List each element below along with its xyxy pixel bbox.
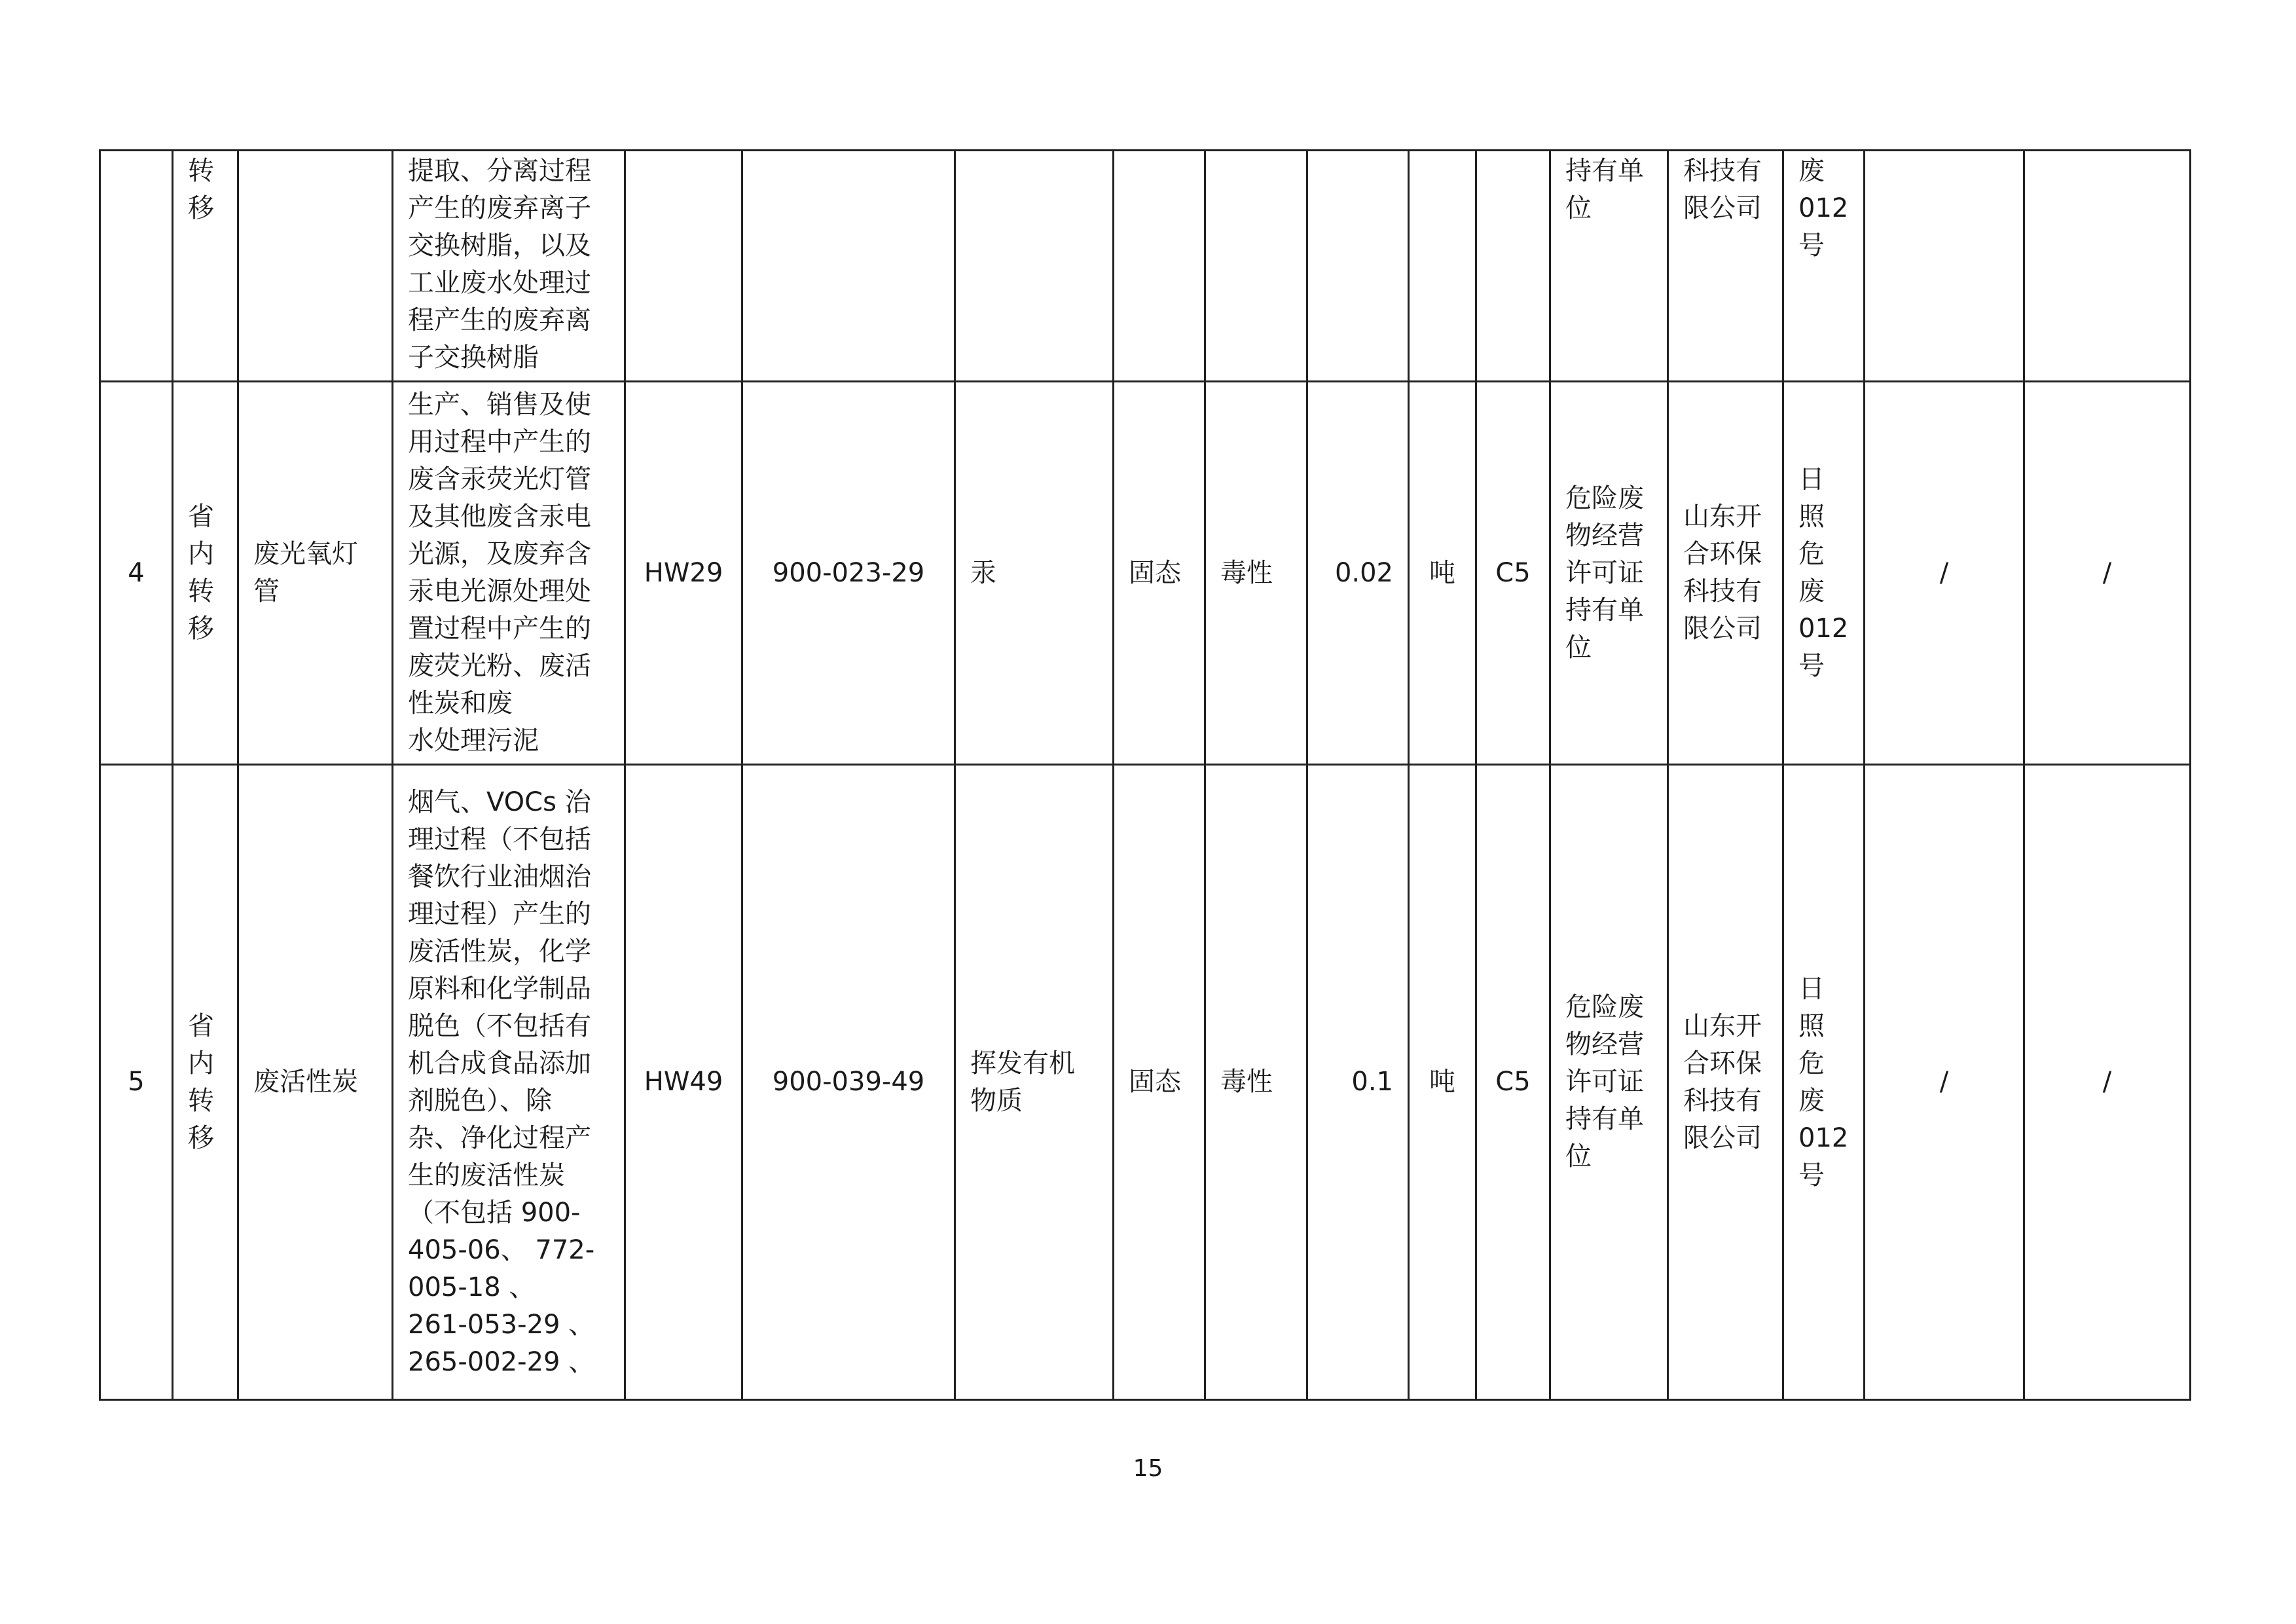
- cell-line: 性炭和废: [408, 688, 513, 718]
- cell-line: 废活性炭: [253, 1067, 358, 1097]
- cell-line: 水处理污泥: [408, 726, 539, 756]
- cell-line: 废: [1798, 1085, 1825, 1116]
- cell-unit: 吨: [1409, 382, 1476, 765]
- cell-hazard-property: [1205, 151, 1307, 382]
- cell-line: 废光氧灯: [253, 539, 358, 569]
- cell-line: 原料和化学制品: [408, 973, 591, 1004]
- cell-disposal-unit-type: [1550, 151, 1668, 382]
- cell-line: 山东开: [1683, 1010, 1762, 1041]
- cell-line: 产生的废弃离子: [408, 193, 591, 223]
- cell-line: 提取、分离过程: [408, 156, 591, 186]
- cell-line: 物经营: [1565, 520, 1644, 551]
- cell-line: 汞: [970, 557, 996, 588]
- cell-line: 杂、净化过程产: [408, 1122, 591, 1153]
- cell-line: 限公司: [1683, 1122, 1762, 1153]
- cell-line: 限公司: [1683, 193, 1762, 223]
- cell-line: 山东开: [1683, 502, 1762, 532]
- cell-seq: 4: [100, 382, 173, 765]
- cell-line: 汞电光源处理处: [408, 576, 591, 606]
- cell-line: 405-06、 772-: [408, 1234, 595, 1265]
- cell-line: 剂脱色）、除: [408, 1085, 552, 1116]
- cell-line: 许可证: [1565, 1067, 1644, 1097]
- waste-transfer-table: [99, 149, 2191, 1401]
- table-row: [100, 765, 2191, 1400]
- cell-line: 持有单: [1565, 1104, 1644, 1134]
- cell-line: 省: [188, 1010, 214, 1041]
- table-row: [100, 382, 2191, 765]
- cell-line: 合环保: [1683, 539, 1762, 569]
- cell-seq: 5: [100, 765, 173, 1400]
- cell-line: 工业废水处理过: [408, 268, 591, 298]
- cell-line: 许可证: [1565, 557, 1644, 588]
- cell-physical-form: 固态: [1114, 382, 1205, 765]
- cell-line: 012: [1798, 614, 1849, 644]
- cell-line: 省: [188, 502, 214, 532]
- cell-line: 号: [1798, 231, 1825, 261]
- cell-waste-category: HW49: [625, 765, 742, 1400]
- cell-line: 科技有: [1683, 1085, 1762, 1116]
- cell-line: 危: [1798, 1048, 1825, 1079]
- cell-hazard-property: 毒性: [1205, 765, 1307, 1400]
- cell-line: 移: [188, 614, 214, 644]
- cell-col16: [2024, 151, 2191, 382]
- cell-license-number: [1783, 382, 1865, 765]
- cell-disposal-unit-type: [1550, 382, 1668, 765]
- cell-waste-source: [393, 151, 625, 382]
- cell-line: 程产生的废弃离: [408, 305, 591, 335]
- cell-line: 科技有: [1683, 156, 1762, 186]
- cell-line: 005-18 、: [408, 1272, 536, 1302]
- cell-line: 餐饮行业油烟治: [408, 861, 591, 892]
- cell-line: 移: [188, 1122, 214, 1153]
- cell-line: 机合成食品添加: [408, 1048, 591, 1079]
- cell-line: 物经营: [1565, 1029, 1644, 1060]
- cell-hazard-property: 毒性: [1205, 382, 1307, 765]
- cell-line: 理过程）产生的: [408, 898, 591, 929]
- cell-col15: [1865, 151, 2024, 382]
- cell-line: 012: [1798, 193, 1849, 223]
- cell-line: 位: [1565, 1141, 1592, 1172]
- cell-hazard-component: [955, 765, 1114, 1400]
- cell-hazard-component: [955, 151, 1114, 382]
- cell-line: 生产、销售及使: [408, 390, 591, 420]
- cell-transfer-type: [173, 382, 238, 765]
- cell-line: 转: [188, 156, 214, 186]
- cell-line: 261-053-29 、: [408, 1309, 595, 1340]
- cell-unit: 吨: [1409, 765, 1476, 1400]
- cell-line: 置过程中产生的: [408, 614, 591, 644]
- cell-waste-category: HW29: [625, 382, 742, 765]
- cell-line: 废含汞荧光灯管: [408, 464, 591, 494]
- cell-line: 位: [1565, 632, 1592, 663]
- cell-seq: [100, 151, 173, 382]
- table-row: [100, 151, 2191, 382]
- cell-line: 光源，及废弃含: [408, 539, 591, 569]
- cell-disposal-unit-name: [1668, 382, 1783, 765]
- cell-line: 照: [1798, 502, 1825, 532]
- cell-line: 转: [188, 576, 214, 606]
- cell-line: 废: [1798, 156, 1825, 186]
- cell-col15: /: [1865, 765, 2024, 1400]
- cell-waste-code: 900-023-29: [742, 382, 955, 765]
- cell-line: 科技有: [1683, 576, 1762, 606]
- cell-line: 及其他废含汞电: [408, 502, 591, 532]
- cell-transfer-type: [173, 765, 238, 1400]
- cell-line: 持有单: [1565, 156, 1644, 186]
- cell-line: 交换树脂，以及: [408, 231, 591, 261]
- cell-hazard-component: [955, 382, 1114, 765]
- cell-line: 废: [1798, 576, 1825, 606]
- cell-line: （不包括 900-: [408, 1197, 581, 1228]
- cell-physical-form: [1114, 151, 1205, 382]
- cell-line: 移: [188, 193, 214, 223]
- cell-line: 合环保: [1683, 1048, 1762, 1079]
- cell-line: 管: [253, 576, 280, 606]
- cell-waste-source: [393, 382, 625, 765]
- cell-col16: /: [2024, 382, 2191, 765]
- cell-disposal-method: [1476, 151, 1550, 382]
- cell-quantity: 0.1: [1307, 765, 1409, 1400]
- cell-line: 危: [1798, 539, 1825, 569]
- cell-line: 物质: [970, 1085, 1023, 1116]
- cell-license-number: [1783, 151, 1865, 382]
- cell-line: 号: [1798, 1160, 1825, 1190]
- cell-waste-name: [238, 765, 393, 1400]
- cell-line: 废荧光粉、废活: [408, 651, 591, 681]
- cell-line: 位: [1565, 193, 1592, 223]
- page-number: 15: [1133, 1455, 1163, 1482]
- cell-waste-code: 900-039-49: [742, 765, 955, 1400]
- cell-line: 废活性炭，化学: [408, 936, 591, 967]
- cell-line: 理过程（不包括: [408, 824, 591, 855]
- cell-line: 转: [188, 1085, 214, 1116]
- cell-line: 持有单: [1565, 595, 1644, 625]
- cell-quantity: [1307, 151, 1409, 382]
- cell-line: 用过程中产生的: [408, 427, 591, 457]
- cell-disposal-method: C5: [1476, 382, 1550, 765]
- cell-waste-category: [625, 151, 742, 382]
- cell-disposal-unit-type: [1550, 765, 1668, 1400]
- cell-line: 脱色（不包括有: [408, 1010, 591, 1041]
- cell-unit: [1409, 151, 1476, 382]
- cell-line: 危险废: [1565, 992, 1644, 1022]
- cell-line: 265-002-29 、: [408, 1346, 595, 1377]
- cell-line: 日: [1798, 973, 1825, 1004]
- cell-disposal-unit-name: [1668, 765, 1783, 1400]
- cell-line: 号: [1798, 651, 1825, 681]
- cell-line: 限公司: [1683, 614, 1762, 644]
- cell-line: 012: [1798, 1122, 1849, 1153]
- cell-line: 生的废活性炭: [408, 1160, 565, 1190]
- cell-col16: /: [2024, 765, 2191, 1400]
- cell-line: 内: [188, 1048, 214, 1079]
- cell-line: 危险废: [1565, 483, 1644, 513]
- cell-waste-source: [393, 765, 625, 1400]
- cell-disposal-unit-name: [1668, 151, 1783, 382]
- cell-transfer-type: [173, 151, 238, 382]
- cell-waste-name: [238, 382, 393, 765]
- cell-waste-name: [238, 151, 393, 382]
- cell-col15: /: [1865, 382, 2024, 765]
- cell-license-number: [1783, 765, 1865, 1400]
- cell-disposal-method: C5: [1476, 765, 1550, 1400]
- cell-line: 照: [1798, 1010, 1825, 1041]
- cell-physical-form: 固态: [1114, 765, 1205, 1400]
- cell-line: 日: [1798, 464, 1825, 494]
- cell-waste-code: [742, 151, 955, 382]
- cell-line: 烟气、VOCs 治: [408, 786, 591, 817]
- cell-line: 子交换树脂: [408, 342, 539, 373]
- cell-line: 内: [188, 539, 214, 569]
- cell-quantity: 0.02: [1307, 382, 1409, 765]
- cell-line: 挥发有机: [970, 1048, 1075, 1079]
